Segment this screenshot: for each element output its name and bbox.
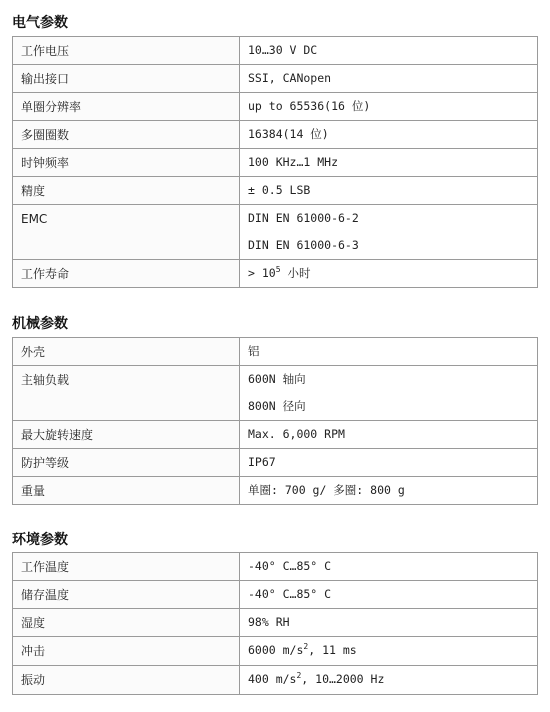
- table-row: [13, 666, 538, 695]
- param-value: 98% RH: [240, 609, 538, 637]
- table-row: [13, 177, 538, 205]
- param-value: SSI, CANopen: [240, 65, 538, 93]
- electrical-params-table: [12, 36, 538, 288]
- table-row: [13, 637, 538, 666]
- param-value: ± 0.5 LSB: [240, 177, 538, 205]
- section-title-environmental: 环境参数: [12, 532, 68, 548]
- table-row: [13, 205, 538, 260]
- param-value: IP67: [240, 449, 538, 477]
- param-label: 精度: [13, 177, 240, 205]
- param-label: 工作温度: [13, 553, 240, 581]
- environmental-params-table: [12, 552, 538, 695]
- table-row: [13, 260, 538, 288]
- param-label: EMC: [13, 205, 240, 260]
- table-row: [13, 149, 538, 177]
- table-row: [13, 553, 538, 581]
- param-value: -40° C…85° C: [240, 581, 538, 609]
- param-label: 输出接口: [13, 65, 240, 93]
- param-label: 单圈分辨率: [13, 93, 240, 121]
- table-row: [13, 338, 538, 366]
- table-row: [13, 581, 538, 609]
- table-row: [13, 609, 538, 637]
- table-row: [13, 93, 538, 121]
- param-value: > $10^5$ 小时: [240, 260, 538, 288]
- section-title-electrical: 电气参数: [12, 15, 68, 31]
- param-value: up to 65536(16 位): [240, 93, 538, 121]
- param-value: 6000 $m/s^2$, 11 ms: [240, 637, 538, 666]
- table-row: [13, 421, 538, 449]
- param-value: 铝: [240, 338, 538, 366]
- param-label: 防护等级: [13, 449, 240, 477]
- param-label: 时钟频率: [13, 149, 240, 177]
- param-value: 10…30 V DC: [240, 37, 538, 65]
- param-value: 400 $m/s^2$, 10…2000 Hz: [240, 666, 538, 695]
- table-row: [13, 65, 538, 93]
- param-label: 冲击: [13, 637, 240, 666]
- param-label: 重量: [13, 477, 240, 505]
- param-value: Max. 6,000 RPM: [240, 421, 538, 449]
- table-row: [13, 477, 538, 505]
- param-label: 多圈圈数: [13, 121, 240, 149]
- section-title-mechanical: 机械参数: [12, 316, 68, 332]
- param-label: 工作电压: [13, 37, 240, 65]
- param-value: 16384(14 位): [240, 121, 538, 149]
- param-label: 主轴负载: [13, 366, 240, 421]
- param-label: 储存温度: [13, 581, 240, 609]
- param-value: 单圈: 700 g/ 多圈: 800 g: [240, 477, 538, 505]
- param-value: DIN EN 61000-6-2 DIN EN 61000-6-3: [240, 205, 538, 260]
- table-row: [13, 366, 538, 421]
- table-row: [13, 121, 538, 149]
- param-value: -40° C…85° C: [240, 553, 538, 581]
- table-row: [13, 449, 538, 477]
- param-value: 600N 轴向 800N 径向: [240, 366, 538, 421]
- mechanical-params-table: [12, 337, 538, 505]
- param-value: 100 KHz…1 MHz: [240, 149, 538, 177]
- param-label: 工作寿命: [13, 260, 240, 288]
- param-label: 最大旋转速度: [13, 421, 240, 449]
- param-label: 振动: [13, 666, 240, 695]
- param-label: 外壳: [13, 338, 240, 366]
- param-label: 湿度: [13, 609, 240, 637]
- table-row: [13, 37, 538, 65]
